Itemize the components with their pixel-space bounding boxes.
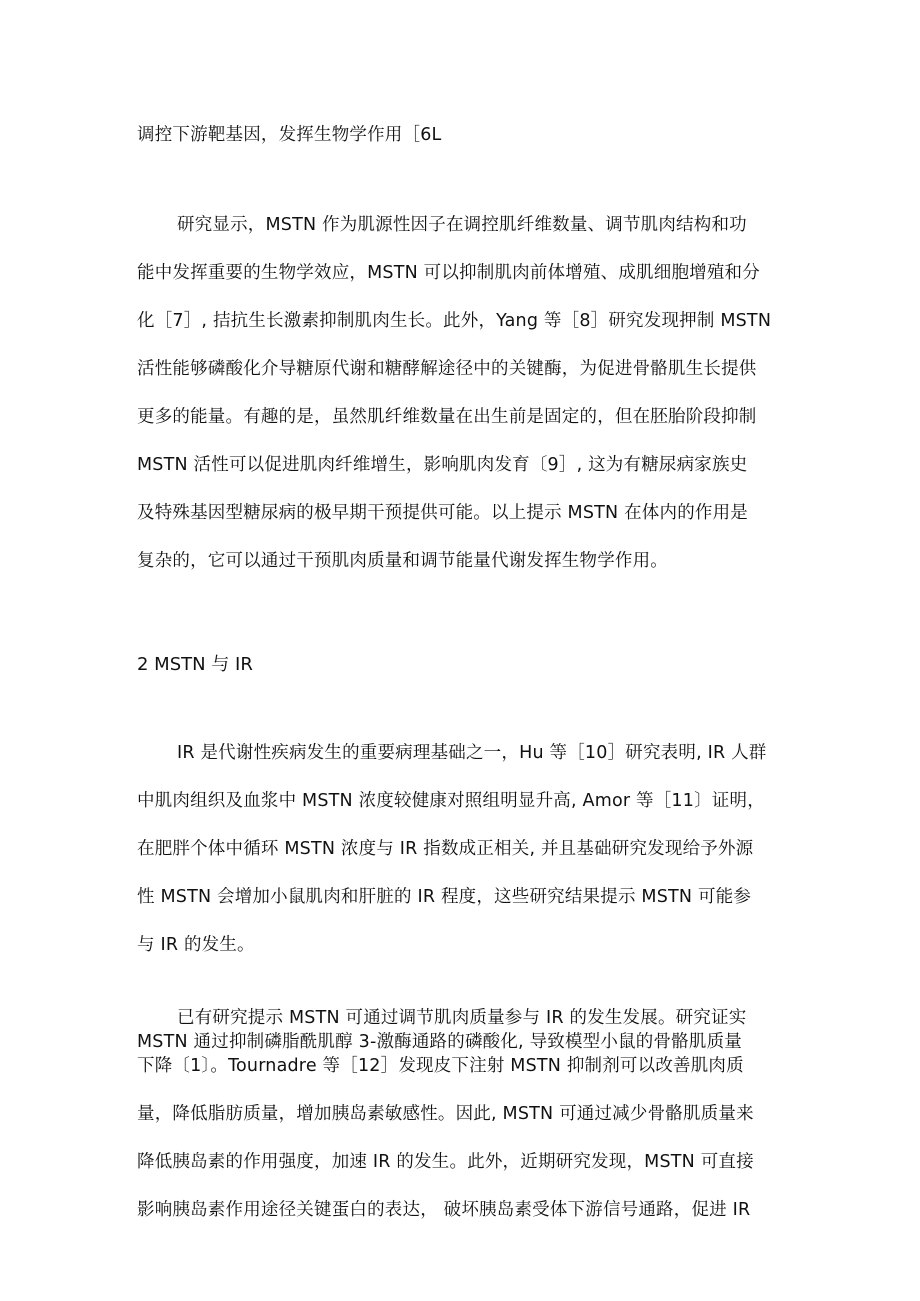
text-line: 复杂的，它可以通过干预肌肉质量和调节能量代谢发挥生物学作用。 [137, 551, 668, 571]
text-line: 及特殊基因型糖尿病的极早期干预提供可能。以上提示 MSTN 在体内的作用是 [137, 503, 749, 523]
text-line: 量，降低脂肪质量，增加胰岛素敏感性。因此, MSTN 可通过减少骨骼肌质量来 [137, 1104, 754, 1124]
text-line: 调控下游靶基因，发挥生物学作用［6L [137, 125, 442, 145]
text-line: 研究显示，MSTN 作为肌源性因子在调控肌纤维数量、调节肌肉结构和功 [177, 215, 747, 235]
text-line: 在肥胖个体中循环 MSTN 浓度与 IR 指数成正相关, 并且基础研究发现给予外源 [137, 839, 754, 859]
text-line: 下降〔1〕。Tournadre 等［12］发现皮下注射 MSTN 抑制剂可以改善肌肉质 [137, 1056, 744, 1076]
text-line: 化［7］, 拮抗生长激素抑制肌肉生长。此外，Yang 等［8］研究发现押制 MSTN [137, 311, 772, 331]
section-heading: 2 MSTN 与 IR [137, 654, 253, 675]
text-line: 影响胰岛素作用途径关键蛋白的表达， 破坏胰岛素受体下游信号通路，促进 IR [137, 1200, 751, 1220]
text-line: 能中发挥重要的生物学效应，MSTN 可以抑制肌肉前体增殖、成肌细胞增殖和分 [137, 263, 760, 283]
text-line: 活性能够磷酸化介导糖原代谢和糖酵解途径中的关键酶，为促进骨骼肌生长提供 [137, 359, 757, 379]
text-line: 与 IR 的发生。 [137, 935, 255, 955]
text-line: 性 MSTN 会增加小鼠肌肉和肝脏的 IR 程度，这些研究结果提示 MSTN 可能参 [137, 887, 752, 907]
text-line: MSTN 活性可以促进肌肉纤维增生，影响肌肉发育〔9］, 这为有糖尿病家族史 [137, 455, 748, 475]
text-line: 更多的能量。有趣的是，虽然肌纤维数量在出生前是固定的，但在胚胎阶段抑制 [137, 407, 757, 427]
text-line: 已有研究提示 MSTN 可通过调节肌肉质量参与 IR 的发生发展。研究证实 [177, 1008, 747, 1028]
text-line: 中肌肉组织及血浆中 MSTN 浓度较健康对照组明显升高, Amor 等［11〕证明， [137, 791, 765, 811]
text-line: IR 是代谢性疾病发生的重要病理基础之一，Hu 等［10］研究表明, IR 人群 [177, 743, 767, 763]
text-line: MSTN 通过抑制磷脂酰肌醇 3-激酶通路的磷酸化, 导致模型小鼠的骨骼肌质量 [137, 1032, 742, 1052]
text-line: 降低胰岛素的作用强度，加速 IR 的发生。此外，近期研究发现，MSTN 可直接 [137, 1152, 754, 1172]
